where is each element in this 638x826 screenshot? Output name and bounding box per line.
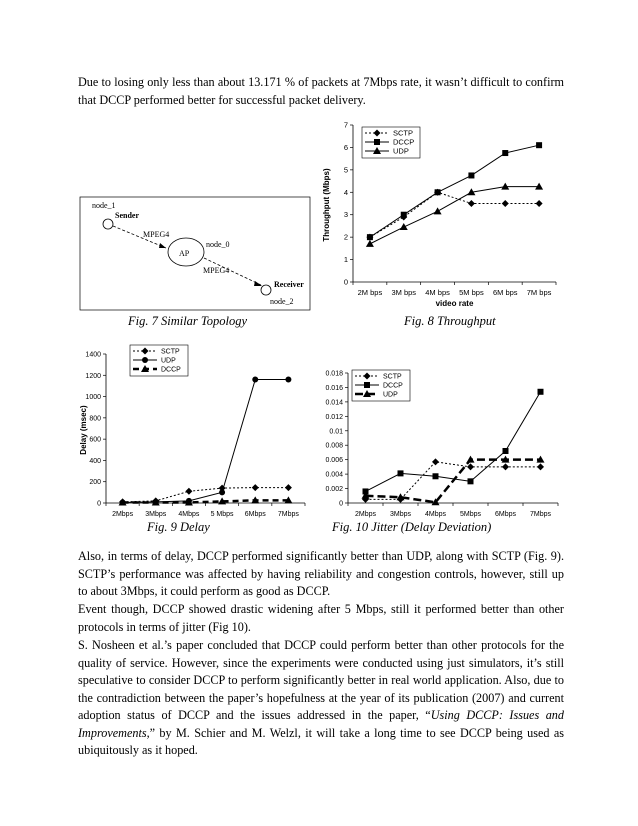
fig8-x-tick-label: 7M bps [526,288,552,297]
fig8-x-axis-label: video rate [435,299,474,308]
fig8-y-tick-label: 4 [343,187,348,197]
paragraph-packet-delivery: Due to losing only less than about 13.171 % of packets at 7Mbps rate, it wasn’t difficult to confirm that DCCP performed better for successful packet delivery. [78,75,564,107]
fig10-series-dccp-point [503,448,509,454]
mpeg4-b-label: MPEG4 [203,266,230,275]
receiver-label: Receiver [274,280,304,289]
fig9-y-tick-label: 800 [89,415,101,423]
node1-label: node_1 [92,201,116,210]
fig9-legend-sctp-label: SCTP [161,348,180,356]
fig10-x-tick-label: 5Mbps [459,511,482,518]
paragraph-delay: Also, in terms of delay, DCCP performed significantly better than UDP, along with SCTP (Fig. 9). SCTP’s performance was affected by having reliability and congestion controls, however, still up to about 3Mbps, it could perform as good as DCCP. [78,549,564,598]
sender-label: Sender [115,211,139,220]
fig10-series-udp-point [467,456,475,463]
fig10-y-tick-label: 0.014 [325,399,343,407]
fig9-x-tick-label: 6Mbps [244,511,266,518]
fig9-y-tick-label: 1000 [85,394,101,402]
fig8-caption: Fig. 8 Throughput [404,314,496,328]
fig8-y-tick-label: 2 [343,232,348,242]
fig9-x-tick-label: 4Mbps [178,511,200,518]
fig8-y-axis-label: Throughput (Mbps) [322,168,331,242]
fig10-y-tick-label: 0.01 [329,428,343,436]
fig10-caption: Fig. 10 Jitter (Delay Deviation) [332,520,492,534]
fig8-y-tick-label: 7 [343,120,348,130]
fig10-series-dccp-point [468,478,474,484]
fig10-series-sctp-point [432,458,439,465]
fig8-y-tick-label: 6 [343,142,348,152]
fig9-y-tick-label: 0 [97,500,101,508]
fig10-y-tick-label: 0 [339,500,343,508]
fig10-y-tick-label: 0.002 [325,486,343,494]
fig9-y-tick-label: 600 [89,436,101,444]
fig9-legend-udp-label: UDP [161,357,176,365]
fig10-series-sctp-point [502,463,509,470]
fig10-series-sctp-point [537,463,544,470]
fig9-y-tick-label: 1200 [85,372,101,380]
conclusion-text-end: ” by M. Schier and M. Welzl, it will take a long time to see DCCP being used as ubiquitously as it hoped. [78,725,564,757]
mpeg4-a-label: MPEG4 [143,230,170,239]
fig10-series-dccp-point [433,473,439,479]
fig10-y-tick-label: 0.006 [325,457,343,465]
fig8-x-tick-label: 6M bps [492,288,518,297]
fig9-y-axis-label: Delay (msec) [79,405,88,455]
cited-paper-title: Using DCCP: Issues and Improvements, [78,708,564,740]
fig8-x-tick-label: 3M bps [391,288,417,297]
fig9-y-tick-label: 1400 [85,351,101,359]
fig8-y-tick-label: 3 [343,210,348,220]
fig10-x-tick-label: 7Mbps [529,511,552,518]
conclusion-text-start: S. Nosheen et al.’s paper concluded that DCCP could perform better than other protocols for the quality of service. However, since the experiments were conducted using just simulators, it’s still speculative to consider DCCP to perform significantly better in real world application. Also, due to the contradiction between the paper’s hopefulness at the year of its publication (2007) and current adoption status of DCCP and the issues addressed in the paper, “ [78,638,564,722]
fig10-y-tick-label: 0.018 [325,370,343,378]
fig10-legend-dccp-marker [364,382,370,388]
fig9-legend-dccp-label: DCCP [161,366,181,374]
fig9-x-tick-label: 3Mbps [145,511,167,518]
ap-label: AP [179,249,190,258]
fig8-y-tick-label: 0 [343,277,348,287]
fig8-x-tick-label: 2M bps [357,288,383,297]
fig8-y-tick-label: 5 [343,165,348,175]
fig10-y-tick-label: 0.012 [325,413,343,421]
fig10-series-dccp-line [366,392,541,492]
fig10-legend-udp-label: UDP [383,391,398,399]
fig8-x-tick-label: 5M bps [459,288,484,297]
fig10-y-tick-label: 0.008 [325,442,343,450]
fig10-y-tick-label: 0.016 [325,384,343,392]
fig8-legend-sctp-label: SCTP [393,128,414,138]
fig10-legend-sctp-label: SCTP [383,373,402,381]
fig10-series-udp-line [366,460,541,503]
paragraph-jitter: Event though, DCCP showed drastic widening after 5 Mbps, still it performed better than other protocols in terms of jitter (Fig 10). [78,602,564,634]
fig10-x-tick-label: 4Mbps [424,511,447,518]
fig9-y-tick-label: 400 [89,457,101,465]
fig8-y-tick-label: 1 [343,255,348,265]
node0-label: node_0 [206,240,230,249]
fig9-x-tick-label: 7Mbps [277,511,299,518]
fig10-y-tick-label: 0.004 [325,471,343,479]
fig10-legend-dccp-label: DCCP [383,382,403,390]
fig9-x-tick-label: 5 Mbps [210,511,234,518]
fig10-x-tick-label: 3Mbps [389,511,412,518]
fig7-caption: Fig. 7 Similar Topology [128,314,247,328]
fig10-series-dccp-point [538,389,544,395]
paragraph-conclusion [78,637,564,760]
fig10-series-dccp-point [398,470,404,476]
fig8-legend-udp-label: UDP [393,146,409,156]
fig9-x-tick-label: 2Mbps [112,511,134,518]
fig10-x-tick-label: 2Mbps [354,511,377,518]
fig8-legend-dccp-label: DCCP [393,137,415,147]
fig10-x-tick-label: 6Mbps [494,511,517,518]
fig9-caption: Fig. 9 Delay [147,520,210,534]
node2-label: node_2 [270,297,294,306]
fig9-y-tick-label: 200 [89,479,101,487]
fig8-x-tick-label: 4M bps [425,288,450,297]
